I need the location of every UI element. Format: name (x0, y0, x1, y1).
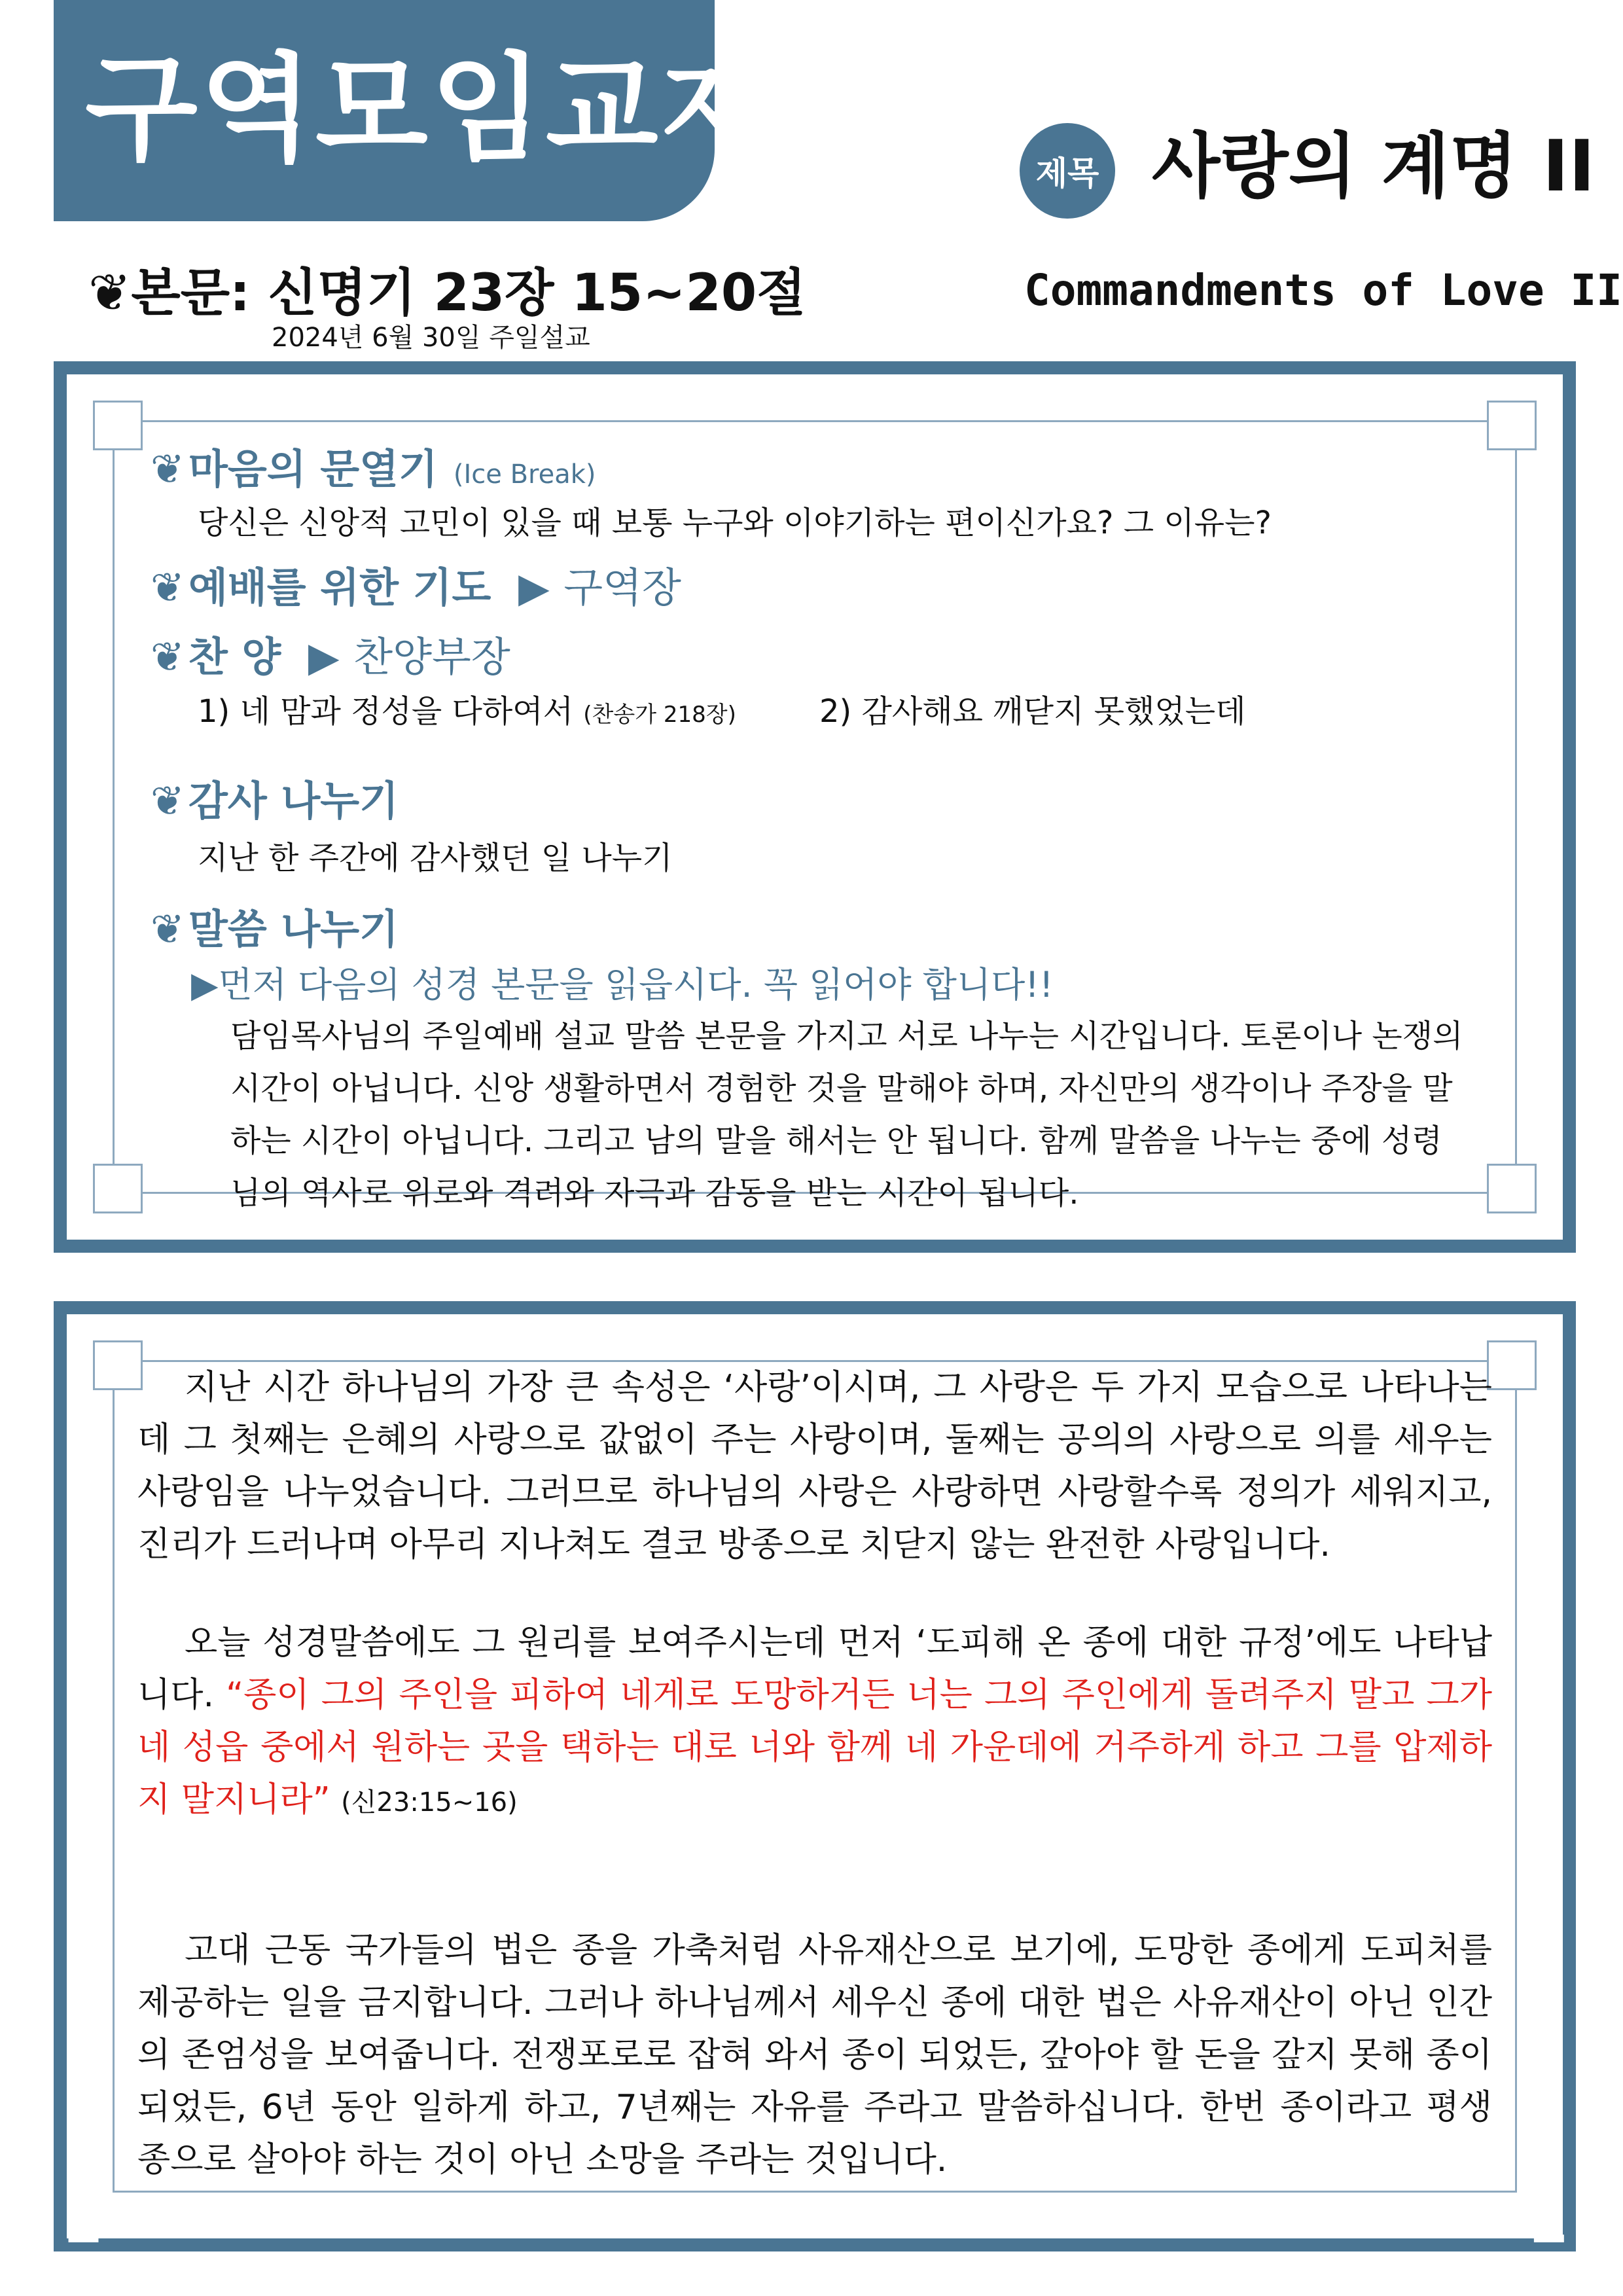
thanks-text: 지난 한 주간에 감사했던 일 나누기 (198, 840, 673, 876)
discussion-box (54, 361, 1576, 1253)
icebreak-heading: ❦마음의 문열기 (Ice Break) (151, 445, 596, 493)
scripture-heading (88, 252, 806, 325)
series-title: 구역모임교재 (85, 41, 776, 177)
word-line: 담임목사님의 주일예배 설교 말씀 본문을 가지고 서로 나누는 시간입니다. 토론이나 논쟁의 (230, 1018, 1463, 1054)
icebreak-question: 당신은 신앙적 고민이 있을 때 보통 누구와 이야기하는 편이신가요? 그 이유는? (198, 505, 1272, 541)
heart-icon: ❦ (88, 264, 132, 323)
scripture-quote: “종이 그의 주인을 피하여 네게로 도망하거든 너는 그의 주인에게 돌려주지 말고 그가 네 성읍 중에서 원하는 곳을 택하는 대로 너와 함께 네 가운데에 거주하게 하고 그를 압제하지 말지니라” (137, 1676, 1493, 1820)
heart-icon: ❦ (151, 905, 185, 953)
corner-ornament (1487, 1340, 1537, 1390)
lesson-subtitle: Commandments of Love II (1024, 265, 1622, 315)
heart-icon: ❦ (151, 777, 185, 825)
sermon-box (54, 1301, 1576, 2257)
arrow-icon: ▶ (518, 564, 550, 611)
page-number-left: 1 (62, 2188, 103, 2257)
word-line: 하는 시간이 아닙니다. 그리고 남의 말을 해서는 안 됩니다. 함께 말씀을 나누는 중에 성령 (230, 1122, 1442, 1159)
song-1: 1) 네 맘과 정성을 다하여서 (찬송가 218장) (198, 693, 736, 730)
corner-ornament (1487, 1164, 1537, 1213)
heart-icon: ❦ (151, 633, 185, 681)
song-2: 2) 감사해요 깨닫지 못했었는데 (819, 693, 1246, 730)
heart-icon: ❦ (151, 564, 185, 611)
corner-ornament (1487, 401, 1537, 450)
sermon-paragraph-1: 지난 시간 하나님의 가장 큰 속성은 ‘사랑’이시며, 그 사랑은 두 가지 모습으로 나타나는데 그 첫째는 은혜의 사랑으로 값없이 주는 사랑이며, 둘째는 공의의 사랑으로 의를 세우는 사랑임을 나누었습니다. 그러므로 하나님의 사랑은 사랑하면 사랑할수록 정의가 세워지고, 진리가 드러나며 아무리 지나쳐도 결코 방종으로 치닫지 않는 완전한 사랑입니다. (137, 1368, 1492, 1564)
scripture-label: 본문: (131, 264, 251, 323)
scripture-ref: 신명기 23장 15~20절 (268, 264, 806, 323)
word-line: 시간이 아닙니다. 신앙 생활하면서 경험한 것을 말해야 하며, 자신만의 생각이나 주장을 말 (230, 1070, 1453, 1107)
praise-leader: 찬양부장 (353, 633, 510, 681)
thanks-heading: ❦감사 나누기 (151, 777, 399, 825)
quote-reference: (신23:15~16) (341, 1787, 518, 1818)
praise-heading: ❦찬 양 ▶ 찬양부장 (151, 633, 510, 681)
word-line: 님의 역사로 위로와 격려와 자극과 감동을 받는 시간이 됩니다. (230, 1175, 1079, 1211)
corner-ornament (93, 1340, 143, 1390)
heart-icon: ❦ (151, 445, 185, 493)
sermon-paragraph-2: 오늘 성경말씀에도 그 원리를 보여주시는데 먼저 ‘도피해 온 종에 대한 규정’에도 나타납니다. “종이 그의 주인을 피하여 네게로 도망하거든 너는 그의 주인에게 돌려주지 말고 그가 네 성읍 중에서 원하는 곳을 택하는 대로 너와 함께 네 가운데에 거주하게 하고 그를 압제하지 말지니라” (신23:15~16) (137, 1623, 1493, 1820)
lesson-title: 사랑의 계명 II (1152, 126, 1596, 207)
corner-ornament (93, 1164, 143, 1213)
arrow-icon: ▶ (308, 633, 340, 681)
title-badge: 제목 (1020, 123, 1115, 219)
sermon-date: 2024년 6월 30일 주일설교 (272, 323, 590, 353)
page-number-right: 1 (1527, 2188, 1568, 2257)
corner-ornament (93, 401, 143, 450)
word-heading: ❦말씀 나누기 (151, 905, 399, 953)
sermon-paragraph-3: 고대 근동 국가들의 법은 종을 가축처럼 사유재산으로 보기에, 도망한 종에게 도피처를 제공하는 일을 금지합니다. 그러나 하나님께서 세우신 종에 대한 법은 사유재산이 아닌 인간의 존엄성을 보여줍니다. 전쟁포로로 잡혀 와서 종이 되었든, 갚아야 할 돈을 갚지 못해 종이 되었든, 6년 동안 일하게 하고, 7년째는 자유를 주라고 말씀하십니다. 한번 종이라고 평생 종으로 살아야 하는 것이 아닌 소망을 주라는 것입니다. (137, 1931, 1492, 2179)
prayer-leader: 구역장 (563, 564, 681, 611)
prayer-heading: ❦예배를 위한 기도 ▶ 구역장 (151, 564, 681, 611)
word-instruction: ▶먼저 다음의 성경 본문을 읽읍시다. 꼭 읽어야 합니다!! (191, 964, 1054, 1005)
